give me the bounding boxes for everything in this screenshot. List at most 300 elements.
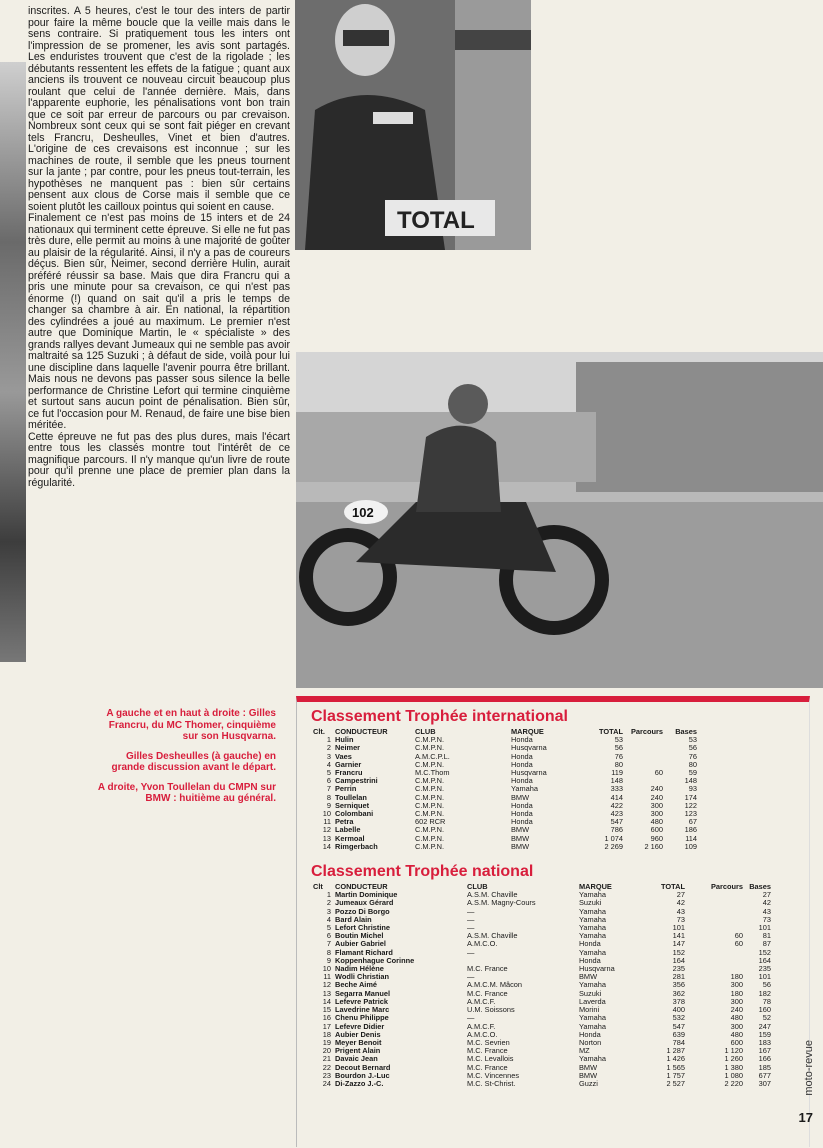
table-cell: Yamaha bbox=[579, 906, 606, 916]
table-cell: Yamaha bbox=[579, 1013, 606, 1023]
table-cell: Toullelan bbox=[335, 792, 367, 802]
table-cell: Lefort Christine bbox=[335, 923, 391, 933]
table-cell: 60 bbox=[654, 768, 663, 778]
table-cell: 164 bbox=[758, 955, 771, 965]
table-cell: 81 bbox=[762, 931, 771, 941]
table-row bbox=[311, 785, 699, 793]
table-cell: 1 bbox=[326, 890, 331, 900]
table-cell: 480 bbox=[650, 817, 663, 827]
table-cell: 9 bbox=[326, 955, 331, 965]
table-cell: Yamaha bbox=[579, 923, 606, 933]
table-cell: 2 160 bbox=[644, 841, 663, 851]
table-cell: M.C.Thom bbox=[415, 768, 450, 778]
table-cell: 1 120 bbox=[724, 1046, 743, 1056]
table-cell: Honda bbox=[511, 800, 533, 810]
table-cell: BMW bbox=[579, 1070, 598, 1080]
racing-bike-image bbox=[296, 352, 823, 688]
table-cell: 87 bbox=[762, 939, 771, 949]
col-header: CLUB bbox=[415, 727, 436, 736]
table-row bbox=[311, 843, 699, 851]
table-cell: 52 bbox=[762, 1013, 771, 1023]
total-plate-text: TOTAL bbox=[397, 207, 475, 234]
table-cell: 15 bbox=[322, 1005, 331, 1015]
table-cell: 786 bbox=[610, 825, 623, 835]
table-cell: 602 RCR bbox=[415, 817, 446, 827]
table-cell: 23 bbox=[322, 1070, 331, 1080]
table-cell: 80 bbox=[688, 759, 697, 769]
table-cell: 547 bbox=[610, 817, 623, 827]
table-cell: C.M.P.N. bbox=[415, 759, 445, 769]
table-cell: 18 bbox=[322, 1029, 331, 1039]
table-cell: 4 bbox=[326, 759, 331, 769]
table-cell: 20 bbox=[322, 1046, 331, 1056]
col-header: TOTAL bbox=[599, 727, 623, 736]
table-cell: Suzuki bbox=[579, 988, 602, 998]
table-cell bbox=[687, 908, 745, 916]
table-cell: 60 bbox=[734, 931, 743, 941]
table-cell: Morini bbox=[579, 1005, 600, 1015]
table-cell: 11 bbox=[323, 972, 331, 982]
table-cell: M.C. France bbox=[467, 988, 508, 998]
table-cell: Bard Alain bbox=[335, 914, 372, 924]
table-cell: 378 bbox=[672, 996, 685, 1006]
table-cell: 6 bbox=[326, 776, 331, 786]
table-cell: 160 bbox=[758, 1005, 771, 1015]
table-cell: Segarra Manuel bbox=[335, 988, 391, 998]
table-cell: 60 bbox=[734, 939, 743, 949]
table-row bbox=[311, 1039, 773, 1047]
table-cell: Nadim Hélène bbox=[335, 964, 384, 974]
table-cell: BMW bbox=[511, 825, 530, 835]
caption-francru: A gauche et en haut à droite : Gilles Francru, du MC Thomer, cinquième sur son Husqvarna. bbox=[106, 708, 276, 742]
table-cell: 784 bbox=[672, 1037, 685, 1047]
table-row bbox=[311, 1047, 773, 1055]
table-cell: 148 bbox=[610, 776, 623, 786]
table-cell: 281 bbox=[672, 972, 685, 982]
table-cell: Husqvarna bbox=[511, 743, 547, 753]
table-cell: — bbox=[467, 947, 475, 957]
col-header: CLUB bbox=[467, 882, 488, 892]
table-cell: 114 bbox=[685, 833, 697, 843]
table-cell: 27 bbox=[676, 890, 685, 900]
table-cell: 109 bbox=[684, 841, 697, 851]
table-cell: C.M.P.N. bbox=[415, 833, 445, 843]
caption-desheulles: Gilles Desheulles (à gauche) en grande discussion avant le départ. bbox=[111, 750, 276, 773]
table-cell: Laverda bbox=[579, 996, 606, 1006]
table-cell: 159 bbox=[758, 1029, 771, 1039]
table-cell: 2 bbox=[326, 743, 331, 753]
table-cell: U.M. Soissons bbox=[467, 1005, 515, 1015]
table-cell: Honda bbox=[579, 939, 601, 949]
table-cell: 7 bbox=[326, 939, 331, 949]
table-cell: Yamaha bbox=[511, 784, 538, 794]
table-cell: Aubier Denis bbox=[335, 1029, 381, 1039]
table-cell bbox=[687, 916, 745, 924]
table-cell: Lavedrine Marc bbox=[335, 1005, 390, 1015]
table-cell: 152 bbox=[672, 947, 685, 957]
table-cell: 43 bbox=[762, 906, 771, 916]
table-cell: 42 bbox=[676, 898, 685, 908]
table-cell: M.C. France bbox=[467, 1062, 508, 1072]
table-cell: 1 426 bbox=[666, 1054, 685, 1064]
table-cell: A.M.C.F. bbox=[467, 1021, 496, 1031]
table-cell: 180 bbox=[730, 972, 743, 982]
table-cell: Honda bbox=[579, 1029, 601, 1039]
table-cell: Prigent Alain bbox=[335, 1046, 381, 1056]
table-cell: Honda bbox=[511, 809, 533, 819]
table-cell: C.M.P.N. bbox=[415, 825, 445, 835]
table-cell: — bbox=[467, 972, 475, 982]
table-cell: 166 bbox=[758, 1054, 771, 1064]
table-cell: Yamaha bbox=[579, 914, 606, 924]
table-cell: 167 bbox=[758, 1046, 771, 1056]
natl-table-title: Classement Trophée national bbox=[311, 863, 534, 881]
table-cell: 240 bbox=[650, 784, 663, 794]
table-cell: Vaes bbox=[335, 751, 352, 761]
table-cell: 123 bbox=[684, 809, 697, 819]
table-cell: 300 bbox=[730, 980, 743, 990]
table-cell: 300 bbox=[650, 800, 663, 810]
table-cell: 362 bbox=[672, 988, 685, 998]
table-cell: Perrin bbox=[335, 784, 357, 794]
table-cell: M.C. France bbox=[467, 1046, 508, 1056]
table-cell: M.C. Vincennes bbox=[467, 1070, 520, 1080]
table-cell: 1 287 bbox=[666, 1046, 685, 1056]
table-cell: 10 bbox=[322, 964, 331, 974]
table-cell: Yamaha bbox=[579, 890, 606, 900]
table-cell: Yamaha bbox=[579, 980, 606, 990]
table-cell: 13 bbox=[322, 833, 331, 843]
table-cell: 5 bbox=[326, 923, 331, 933]
table-cell bbox=[687, 949, 745, 957]
natl-table-body bbox=[311, 891, 773, 1088]
table-cell: Honda bbox=[511, 759, 533, 769]
table-cell: Yamaha bbox=[579, 1054, 606, 1064]
table-cell: 73 bbox=[762, 914, 771, 924]
table-cell: Yamaha bbox=[579, 947, 606, 957]
table-cell: Husqvarna bbox=[579, 964, 615, 974]
table-cell: Davaic Jean bbox=[335, 1054, 378, 1064]
table-cell: BMW bbox=[511, 833, 530, 843]
table-cell: 422 bbox=[610, 800, 623, 810]
table-cell: 21 bbox=[322, 1054, 331, 1064]
table-cell: 174 bbox=[684, 792, 697, 802]
table-cell: 183 bbox=[758, 1037, 771, 1047]
table-cell: 186 bbox=[684, 825, 697, 835]
table-cell: Hulin bbox=[335, 735, 354, 745]
table-cell: Pozzo Di Borgo bbox=[335, 906, 390, 916]
col-header: Bases bbox=[675, 727, 697, 736]
col-header: Parcours bbox=[710, 882, 743, 892]
table-cell: Lefevre Patrick bbox=[335, 996, 388, 1006]
table-cell: 8 bbox=[326, 792, 331, 802]
table-cell: A.S.M. Chaville bbox=[467, 931, 518, 941]
table-cell: 24 bbox=[322, 1078, 331, 1088]
col-header: MARQUE bbox=[579, 882, 612, 892]
table-cell: 639 bbox=[672, 1029, 685, 1039]
table-cell: 101 bbox=[758, 972, 771, 982]
bike-number-text: 102 bbox=[352, 505, 374, 520]
table-cell: Koppenhague Corinne bbox=[335, 955, 415, 965]
table-cell: 3 bbox=[326, 906, 331, 916]
table-cell bbox=[687, 891, 745, 899]
table-cell: Bourdon J.-Luc bbox=[335, 1070, 390, 1080]
table-cell: 5 bbox=[326, 768, 331, 778]
table-cell: M.C. St-Christ. bbox=[467, 1078, 516, 1088]
article-paragraph: Cette épreuve ne fut pas des plus dures, mais l'écart entre tous les classés montre tout l'intérêt de ce magnifique parcours. Il n'y manque qu'un livre de route pour qu'il prenne une place de premier plan dans la régularité. bbox=[28, 430, 290, 489]
table-cell: 56 bbox=[614, 743, 623, 753]
table-row bbox=[311, 777, 699, 785]
table-cell: Husqvarna bbox=[511, 768, 547, 778]
table-cell: 119 bbox=[611, 768, 623, 778]
table-cell: Decout Bernard bbox=[335, 1062, 391, 1072]
table-row bbox=[311, 753, 699, 761]
table-cell: 78 bbox=[762, 996, 771, 1006]
table-cell: Jumeaux Gérard bbox=[335, 898, 394, 908]
table-cell: M.C. France bbox=[467, 964, 508, 974]
table-cell: 300 bbox=[650, 809, 663, 819]
table-cell: A.S.M. Magny-Cours bbox=[467, 898, 536, 908]
col-header: CONDUCTEUR bbox=[335, 727, 388, 736]
table-row bbox=[311, 818, 699, 826]
table-cell: 2 269 bbox=[604, 841, 623, 851]
col-header: MARQUE bbox=[511, 727, 544, 736]
table-cell: 2 220 bbox=[724, 1078, 743, 1088]
col-header: Clt. bbox=[313, 727, 325, 736]
table-cell: 14 bbox=[322, 841, 331, 851]
photo-captions bbox=[96, 708, 276, 813]
table-cell: 2 527 bbox=[666, 1078, 685, 1088]
table-cell: Norton bbox=[579, 1037, 602, 1047]
table-cell: 960 bbox=[650, 833, 663, 843]
table-cell: Honda bbox=[511, 776, 533, 786]
table-cell: C.M.P.N. bbox=[415, 841, 445, 851]
table-cell: 22 bbox=[322, 1062, 331, 1072]
table-cell: 182 bbox=[758, 988, 771, 998]
magazine-name: moto-revue bbox=[803, 1040, 815, 1096]
table-cell: 27 bbox=[762, 890, 771, 900]
intl-results-table bbox=[311, 728, 699, 851]
table-row bbox=[311, 736, 699, 744]
natl-results-table bbox=[311, 883, 773, 1088]
table-cell: BMW bbox=[579, 972, 598, 982]
table-cell: Guzzi bbox=[579, 1078, 598, 1088]
table-cell: 101 bbox=[672, 923, 685, 933]
table-cell: C.M.P.N. bbox=[415, 776, 445, 786]
table-cell: Boutin Michel bbox=[335, 931, 384, 941]
col-header: Parcours bbox=[630, 727, 663, 736]
table-cell: 59 bbox=[688, 768, 697, 778]
col-header: TOTAL bbox=[661, 882, 685, 892]
table-cell: Francru bbox=[335, 768, 363, 778]
table-cell: 19 bbox=[322, 1037, 331, 1047]
table-cell: 1 565 bbox=[666, 1062, 685, 1072]
table-cell: 53 bbox=[688, 735, 697, 745]
table-cell: MZ bbox=[579, 1046, 590, 1056]
table-cell: 240 bbox=[650, 792, 663, 802]
table-cell: M.C. Levallois bbox=[467, 1054, 514, 1064]
table-cell: 7 bbox=[326, 784, 331, 794]
table-row bbox=[311, 826, 699, 834]
table-cell: Honda bbox=[511, 735, 533, 745]
table-cell: 414 bbox=[610, 792, 623, 802]
table-cell: 8 bbox=[326, 947, 331, 957]
table-row bbox=[311, 908, 773, 916]
table-cell: 235 bbox=[758, 964, 771, 974]
table-cell: Honda bbox=[511, 751, 533, 761]
table-cell: 300 bbox=[730, 996, 743, 1006]
table-cell: 356 bbox=[672, 980, 685, 990]
table-cell: C.M.P.N. bbox=[415, 784, 445, 794]
table-cell: 11 bbox=[323, 817, 331, 827]
table-cell: 1 080 bbox=[724, 1070, 743, 1080]
table-cell: Beche Aimé bbox=[335, 980, 378, 990]
table-cell: 307 bbox=[758, 1078, 771, 1088]
results-panel bbox=[296, 696, 810, 1147]
table-cell: BMW bbox=[511, 792, 530, 802]
table-cell: 141 bbox=[672, 931, 685, 941]
table-cell bbox=[687, 957, 745, 965]
table-cell: 4 bbox=[326, 914, 331, 924]
table-row bbox=[311, 973, 773, 981]
table-cell: Wodli Christian bbox=[335, 972, 390, 982]
table-cell bbox=[625, 753, 665, 761]
table-cell: Neimer bbox=[335, 743, 361, 753]
table-cell: A.S.M. Chaville bbox=[467, 890, 518, 900]
table-cell: 42 bbox=[762, 898, 771, 908]
article-paragraph: inscrites. A 5 heures, c'est le tour des inters de partir pour faire la même boucle que la veille mais dans le sens contraire. Si pratiquement tous les inters ont l'impression de se promener, les avis sont partagés. Les enduristes trouvent que c'est de la rigolade ; les débutants ressentent les effets de la fatigue ; quant aux anciens ils trouvent ce nouveau circuit beaucoup plus roulant que celui de l'année dernière. Mais, dans l'apparente euphorie, les pénalisations vont bon train que ce soit par erreur de parcours ou par crevaison. Nombreux sont ceux qui se sont fait piéger en crevant tels Francru, Desheulles, Vinet et bien d'autres. L'origine de ces crevaisons est inconnue ; sur les machines de route, il semble que les pneus tournent sur la jante ; par contre, pour les pneus tout-terrain, les hypothèses ne manquent pas : bien sûr certains pensent aux clous de Corse mais il semble que ce soient plutôt les cailloux pointus qui soient en cause. bbox=[28, 5, 290, 213]
table-cell: 56 bbox=[688, 743, 697, 753]
table-cell: 67 bbox=[688, 817, 697, 827]
table-cell: Yamaha bbox=[579, 931, 606, 941]
table-cell: 101 bbox=[758, 923, 771, 933]
table-cell: 164 bbox=[672, 955, 685, 965]
table-cell: C.M.P.N. bbox=[415, 800, 445, 810]
table-row bbox=[311, 1080, 773, 1088]
table-cell: 152 bbox=[758, 947, 771, 957]
left-edge-photo bbox=[0, 62, 26, 662]
table-cell bbox=[687, 899, 745, 907]
table-cell: 235 bbox=[672, 964, 685, 974]
table-cell: 333 bbox=[610, 784, 623, 794]
table-cell: — bbox=[467, 923, 475, 933]
table-cell: 2 bbox=[326, 898, 331, 908]
table-cell: C.M.P.N. bbox=[415, 735, 445, 745]
table-cell: 300 bbox=[730, 1021, 743, 1031]
table-cell: 1 bbox=[326, 735, 331, 745]
table-cell: 480 bbox=[730, 1013, 743, 1023]
table-cell: Chenu Philippe bbox=[335, 1013, 389, 1023]
page-number: 17 bbox=[798, 1110, 813, 1125]
table-row bbox=[311, 810, 699, 818]
photo-rider-portrait bbox=[295, 0, 531, 250]
table-cell: 9 bbox=[326, 800, 331, 810]
article-body bbox=[28, 6, 290, 489]
table-cell: 76 bbox=[614, 751, 623, 761]
table-cell: 532 bbox=[672, 1013, 685, 1023]
photo-racing-bike bbox=[296, 352, 823, 688]
table-cell: 17 bbox=[322, 1021, 331, 1031]
table-cell: 600 bbox=[730, 1037, 743, 1047]
table-cell: BMW bbox=[511, 841, 530, 851]
table-cell: 677 bbox=[758, 1070, 771, 1080]
col-header: Bases bbox=[749, 882, 771, 892]
table-cell: Petra bbox=[335, 817, 354, 827]
table-cell: 73 bbox=[676, 914, 685, 924]
table-cell: 600 bbox=[650, 825, 663, 835]
table-cell: 56 bbox=[762, 980, 771, 990]
table-cell: 1 380 bbox=[724, 1062, 743, 1072]
table-cell: 480 bbox=[730, 1029, 743, 1039]
table-cell: Rimgerbach bbox=[335, 841, 378, 851]
table-cell: 400 bbox=[672, 1005, 685, 1015]
article-paragraph: Finalement ce n'est pas moins de 15 inters et de 24 nationaux qui terminent cette épreuve. Si elle ne fut pas très dure, elle permit au moins à une majorité de goûter au plaisir de la régularité. Ainsi, il n'y a pas de coureurs déçus. Bien sûr, Neimer, second derrière Hulin, aurait préféré réussir sa base. Mais que dira Francru qui a pris une minute pour sa crevaison, ce qui n'est pas énorme (!) quand on sait qu'il a pris le temps de changer sa chambre à air. En national, la répartition des cylindrées a joué au maximum. Le premier n'est autre que Dominique Martin, le « spécialiste » des grands rallyes devant Jumeaux qui ne semble pas avoir maltraité sa 125 Suzuki ; à défaut de side, voilà pour lui une discipline dans laquelle l'avenir pourra être brillant. Mais nous ne devons pas passer sous silence la belle performance de Christine Lefort qui termine cinquième et surtout sans aucun point de pénalisation. Bien sûr, ce fut l'occasion pour M. Renaud, de faire une bise bien méritée. bbox=[28, 212, 290, 431]
table-cell: Aubier Gabriel bbox=[335, 939, 386, 949]
table-cell: Suzuki bbox=[579, 898, 602, 908]
table-cell: C.M.P.N. bbox=[415, 809, 445, 819]
col-header: CONDUCTEUR bbox=[335, 882, 388, 892]
table-cell: — bbox=[467, 914, 475, 924]
table-row bbox=[311, 744, 699, 752]
table-cell: A.M.C.O. bbox=[467, 939, 498, 949]
table-cell: 147 bbox=[672, 939, 685, 949]
table-cell: Meyer Benoit bbox=[335, 1037, 382, 1047]
table-cell: 10 bbox=[322, 809, 331, 819]
table-cell bbox=[625, 744, 665, 752]
table-cell: Kermoal bbox=[335, 833, 365, 843]
table-cell: 14 bbox=[322, 996, 331, 1006]
table-cell: M.C. Sevrien bbox=[467, 1037, 510, 1047]
table-cell: A.M.C.M. Mâcon bbox=[467, 980, 523, 990]
table-cell: 16 bbox=[322, 1013, 331, 1023]
table-cell: 53 bbox=[614, 735, 623, 745]
table-cell: 148 bbox=[684, 776, 697, 786]
table-cell: Honda bbox=[579, 955, 601, 965]
table-cell: 76 bbox=[688, 751, 697, 761]
table-cell: — bbox=[467, 906, 475, 916]
table-cell: Flamant Richard bbox=[335, 947, 393, 957]
table-cell: 93 bbox=[688, 784, 697, 794]
table-cell: Yamaha bbox=[579, 1021, 606, 1031]
table-cell: C.M.P.N. bbox=[415, 792, 445, 802]
table-cell: 423 bbox=[610, 809, 623, 819]
table-cell: A.M.C.P.L. bbox=[415, 751, 450, 761]
table-cell: 1 074 bbox=[604, 833, 623, 843]
table-cell: Di-Zazzo J.-C. bbox=[335, 1078, 384, 1088]
table-row bbox=[311, 794, 699, 802]
table-cell: Martin Dominique bbox=[335, 890, 398, 900]
table-cell: Labelle bbox=[335, 825, 361, 835]
table-cell: A.M.C.F. bbox=[467, 996, 496, 1006]
table-cell: Garnier bbox=[335, 759, 362, 769]
table-cell: 247 bbox=[758, 1021, 771, 1031]
table-cell: A.M.C.O. bbox=[467, 1029, 498, 1039]
table-cell: 6 bbox=[326, 931, 331, 941]
table-row bbox=[311, 761, 699, 769]
table-cell: 43 bbox=[676, 906, 685, 916]
table-cell: Serniquet bbox=[335, 800, 370, 810]
table-cell: — bbox=[467, 1013, 475, 1023]
table-cell: Colombani bbox=[335, 809, 374, 819]
table-cell: 240 bbox=[730, 1005, 743, 1015]
rider-portrait-image bbox=[295, 0, 531, 250]
table-cell: 180 bbox=[730, 988, 743, 998]
table-cell: 1 260 bbox=[724, 1054, 743, 1064]
table-cell: 1 757 bbox=[666, 1070, 685, 1080]
table-cell: 185 bbox=[758, 1062, 771, 1072]
intl-table-title: Classement Trophée international bbox=[311, 708, 568, 725]
table-cell: 547 bbox=[672, 1021, 685, 1031]
